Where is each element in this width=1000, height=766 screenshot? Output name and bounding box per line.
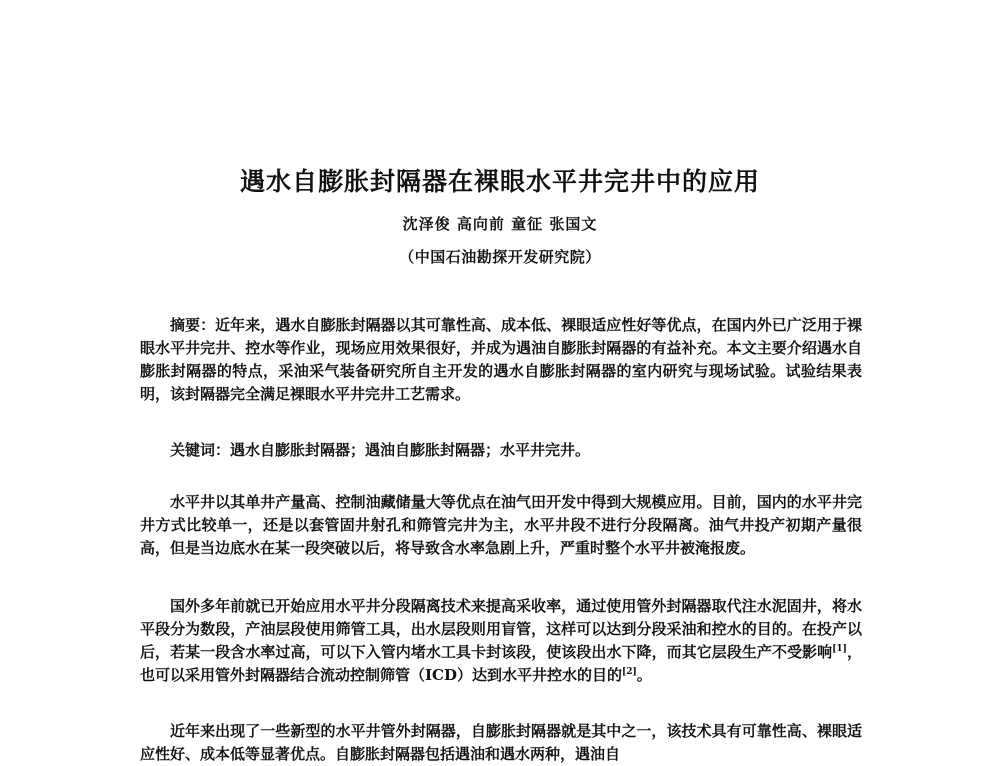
- body-paragraph-2: [140, 595, 862, 687]
- affiliation: （中国石油勘探开发研究院）: [399, 248, 601, 266]
- body-paragraph-1: 水平井以其单井产量高、控制油藏储量大等优点在油气田开发中得到大规模应用。目前，国内的水平井完井方式比较单一，还是以套管固井射孔和筛管完井为主，水平井段不进行分段隔离。油气井投产初期产量很高，但是当边底水在某一段突破以后，将导致含水率急剧上升，严重时整个水平井被淹报废。: [140, 493, 862, 557]
- abstract: [140, 314, 862, 406]
- keywords-label: 关键词：: [170, 441, 231, 459]
- paragraph-2-text-1: 国外多年前就已开始应用水平井分段隔离技术来提高采收率，通过使用管外封隔器取代注水泥固井，将水平段分为数段，产油层段使用筛管工具，出水层段则用盲管，这样可以达到分段采油和控水的目的。在投产以后，若某一段含水率过高，可以下入管内堵水工具卡封该段，使该段出水下降，而其它层段生产不受影响: [140, 597, 862, 661]
- paragraph-2-text-3: 。: [636, 666, 652, 684]
- body-paragraph-3: 近年来出现了一些新型的水平井管外封隔器，自膨胀封隔器就是其中之一，该技术具有可靠性高、裸眼适应性好、成本低等显著优点。自膨胀封隔器包括遇油和遇水两种，遇油自: [140, 722, 862, 763]
- paragraph-2-text-2: ，也可以采用管外封隔器结合流动控制筛管（ICD）达到水平井控水的目的: [140, 643, 862, 684]
- paper-title: 遇水自膨胀封隔器在裸眼水平井完井中的应用: [239, 167, 760, 196]
- citation-ref-2: [2]: [621, 667, 637, 677]
- abstract-label: 摘要：: [170, 316, 216, 334]
- abstract-text: 近年来，遇水自膨胀封隔器以其可靠性高、成本低、裸眼适应性好等优点，在国内外已广泛用于裸眼水平井完井、控水等作业，现场应用效果很好，并成为遇油自膨胀封隔器的有益补充。本文主要介绍遇水自膨胀封隔器的特点，采油采气装备研究所自主开发的遇水自膨胀封隔器的室内研究与现场试验。试验结果表明，该封隔器完全满足裸眼水平井完井工艺需求。: [140, 316, 862, 403]
- citation-ref-1: [1]: [832, 644, 847, 654]
- keywords-text: 遇水自膨胀封隔器；遇油自膨胀封隔器；水平井完井。: [230, 441, 591, 459]
- keywords: [140, 439, 862, 462]
- author-list: 沈泽俊 高向前 童征 张国文: [402, 215, 598, 233]
